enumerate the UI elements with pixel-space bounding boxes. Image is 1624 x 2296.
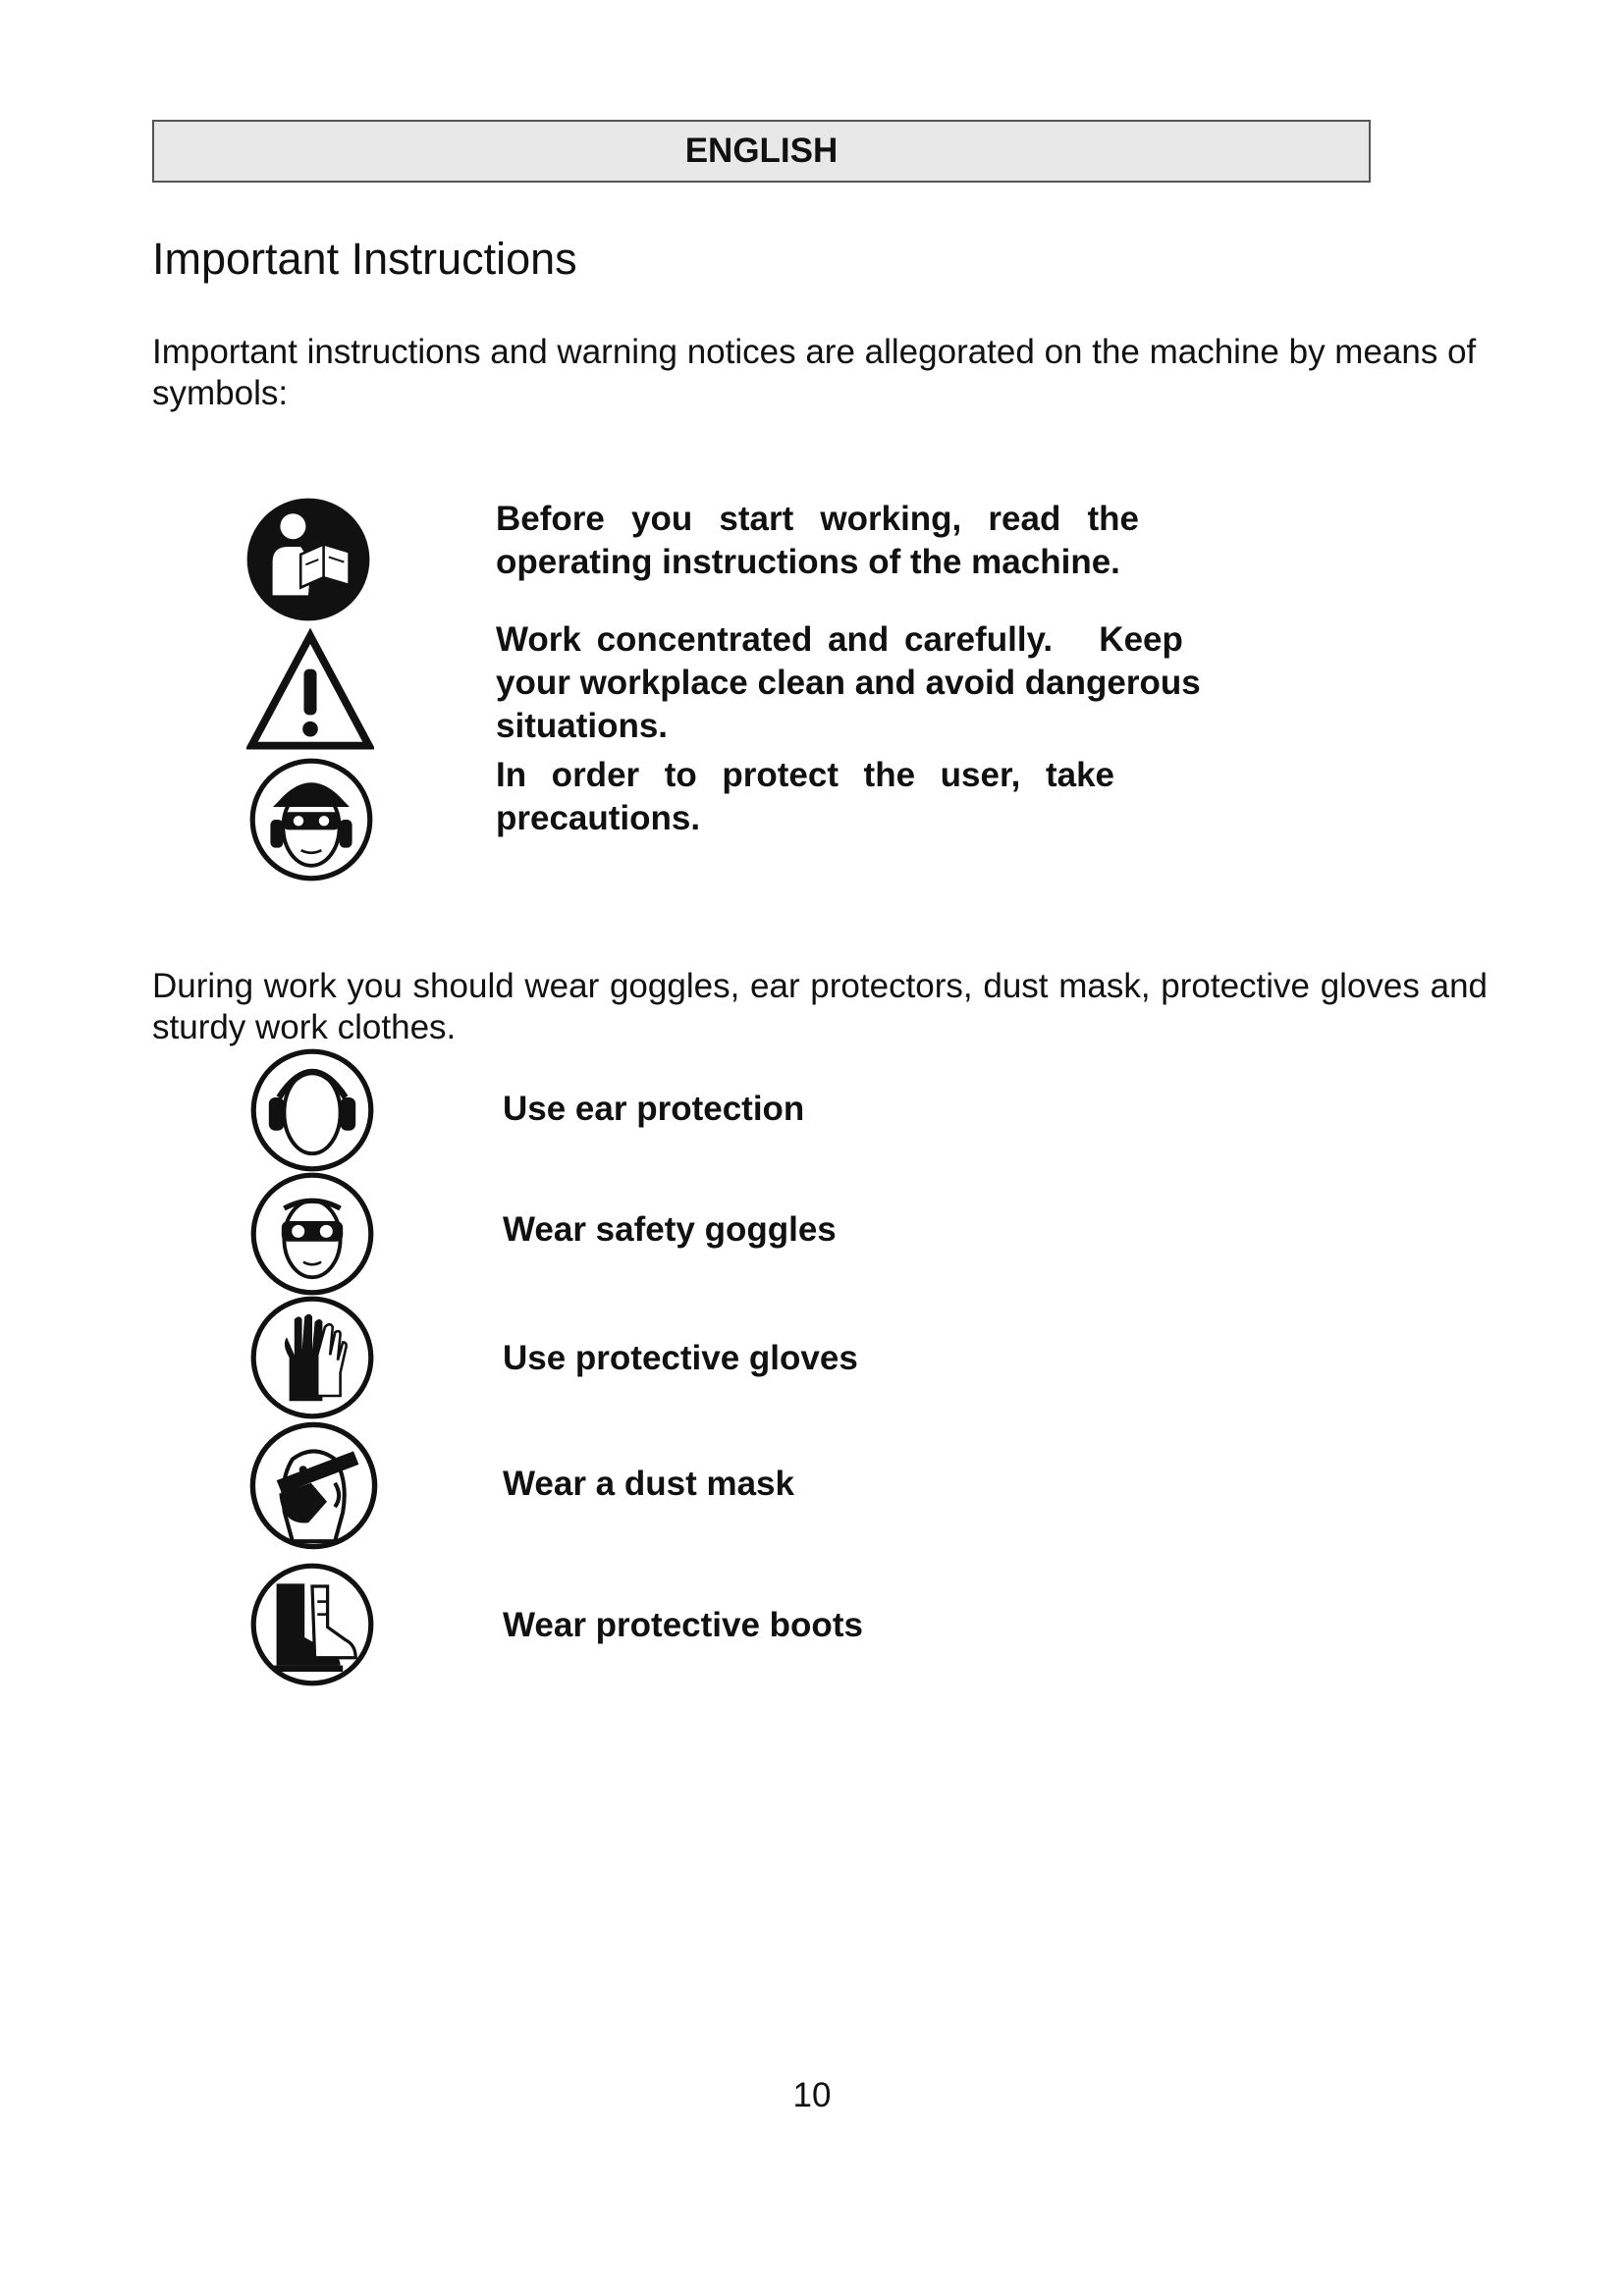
- symbol-text-read-manual: Before you start working, read the operating instructions of the machine.: [496, 500, 1139, 581]
- helmet-goggles-earmuffs-icon: [247, 756, 375, 883]
- during-work-paragraph: During work you should wear goggles, ear protectors, dust mask, protective gloves and sturdy work clothes.: [152, 967, 1488, 1046]
- language-header: [152, 120, 1371, 183]
- protective-boots-icon: [248, 1561, 376, 1688]
- page-number: 10: [792, 2076, 832, 2114]
- ear-protection-icon: [248, 1046, 376, 1174]
- language-label: ENGLISH: [684, 132, 839, 170]
- dust-mask-icon: [247, 1419, 380, 1552]
- warning-triangle-icon: [246, 628, 374, 756]
- ppe-label-dust-mask: Wear a dust mask: [503, 1465, 794, 1503]
- protective-gloves-icon: [248, 1294, 376, 1421]
- intro-paragraph: Important instructions and warning notices are allegorated on the machine by means of symbols:: [152, 333, 1477, 412]
- ppe-label-gloves: Use protective gloves: [503, 1339, 858, 1377]
- safety-goggles-icon: [248, 1170, 376, 1298]
- ppe-label-boots: Wear protective boots: [503, 1606, 863, 1644]
- ppe-label-ear: Use ear protection: [503, 1090, 805, 1128]
- page-title: Important Instructions: [152, 234, 577, 284]
- symbol-text-protect: In order to protect the user, take precautions.: [496, 756, 1114, 837]
- ppe-label-goggles: Wear safety goggles: [503, 1210, 837, 1249]
- symbol-text-warning: Work concentrated and carefully. Keep your workplace clean and avoid dangerous situations.: [496, 620, 1201, 745]
- read-manual-icon: [244, 496, 372, 623]
